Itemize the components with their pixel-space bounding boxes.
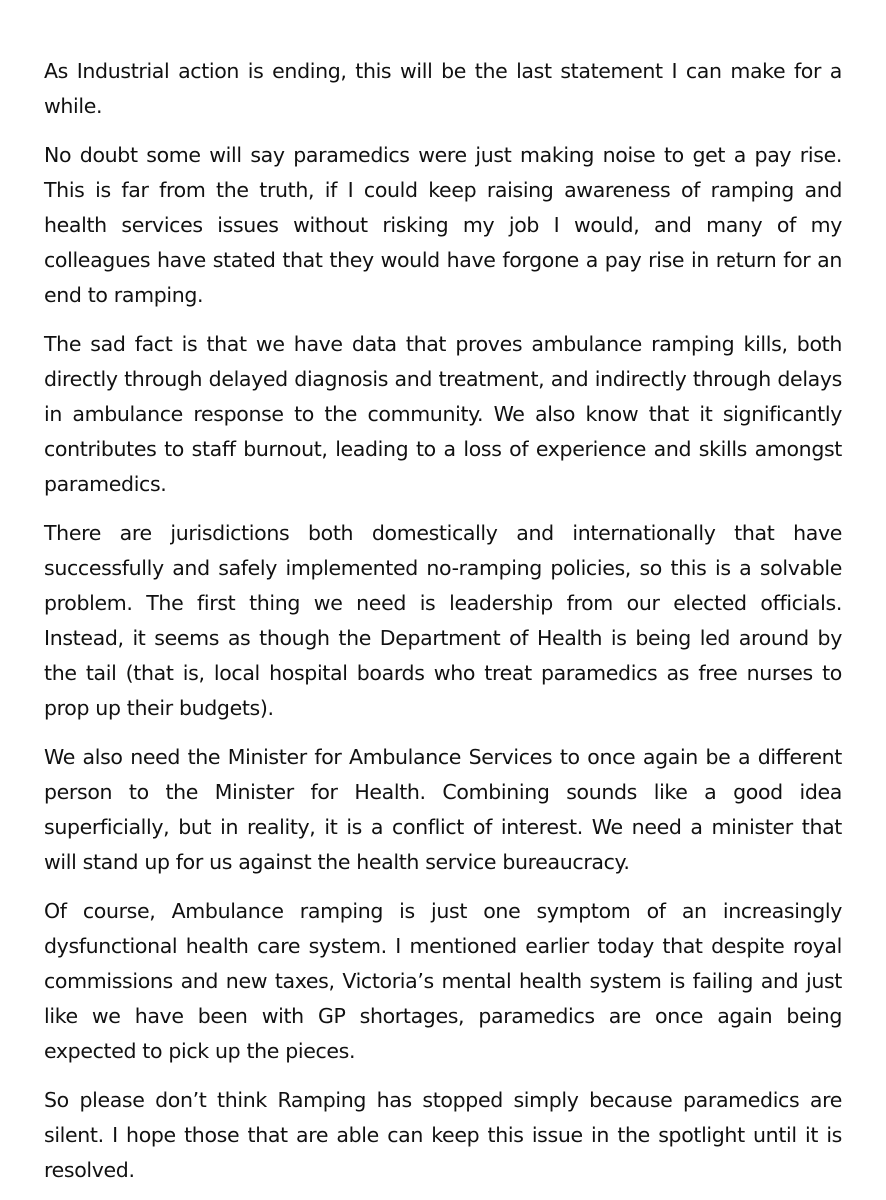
paragraph-health-system: Of course, Ambulance ramping is just one symptom of an increasingly dysfunctional health care system. I mentioned earlier today that despite royal commissions and new taxes, Victoria’s mental health system is failing and just like we have been with GP shortages, paramedics are once again being expected to pick up the pieces. <box>44 899 842 1063</box>
paragraph-minister: We also need the Minister for Ambulance Services to once again be a different person to the Minister for Health. Combining sounds like a good idea superficially, but in reality, it is a conflict of interest. We need a minister that will stand up for us against the health service bureaucracy. <box>44 745 842 874</box>
paragraph-ramping-kills: The sad fact is that we have data that proves ambulance ramping kills, both directly through delayed diagnosis and treatment, and indirectly through delays in ambulance response to the community. We also know that it significantly contributes to staff burnout, leading to a loss of experience and skills amongst paramedics. <box>44 332 842 496</box>
paragraph-industrial-action: As Industrial action is ending, this will be the last statement I can make for a while. <box>44 59 842 118</box>
paragraph-pay-rise: No doubt some will say paramedics were just making noise to get a pay rise. This is far from the truth, if I could keep raising awareness of ramping and health services issues without risking my job I would, and many of my colleagues have stated that they would have forgone a pay rise in return for an end to ramping. <box>44 143 842 307</box>
paragraph-jurisdictions: There are jurisdictions both domestically and internationally that have successfully and safely implemented no-ramping policies, so this is a solvable problem. The first thing we need is leadership from our elected officials. Instead, it seems as though the Department of Health is being led around by the tail (that is, local hospital boards who treat paramedics as free nurses to prop up their budgets). <box>44 521 842 720</box>
paragraph-closing: So please don’t think Ramping has stopped simply because paramedics are silent. I hope those that are able can keep this issue in the spotlight until it is resolved. <box>44 1088 842 1182</box>
